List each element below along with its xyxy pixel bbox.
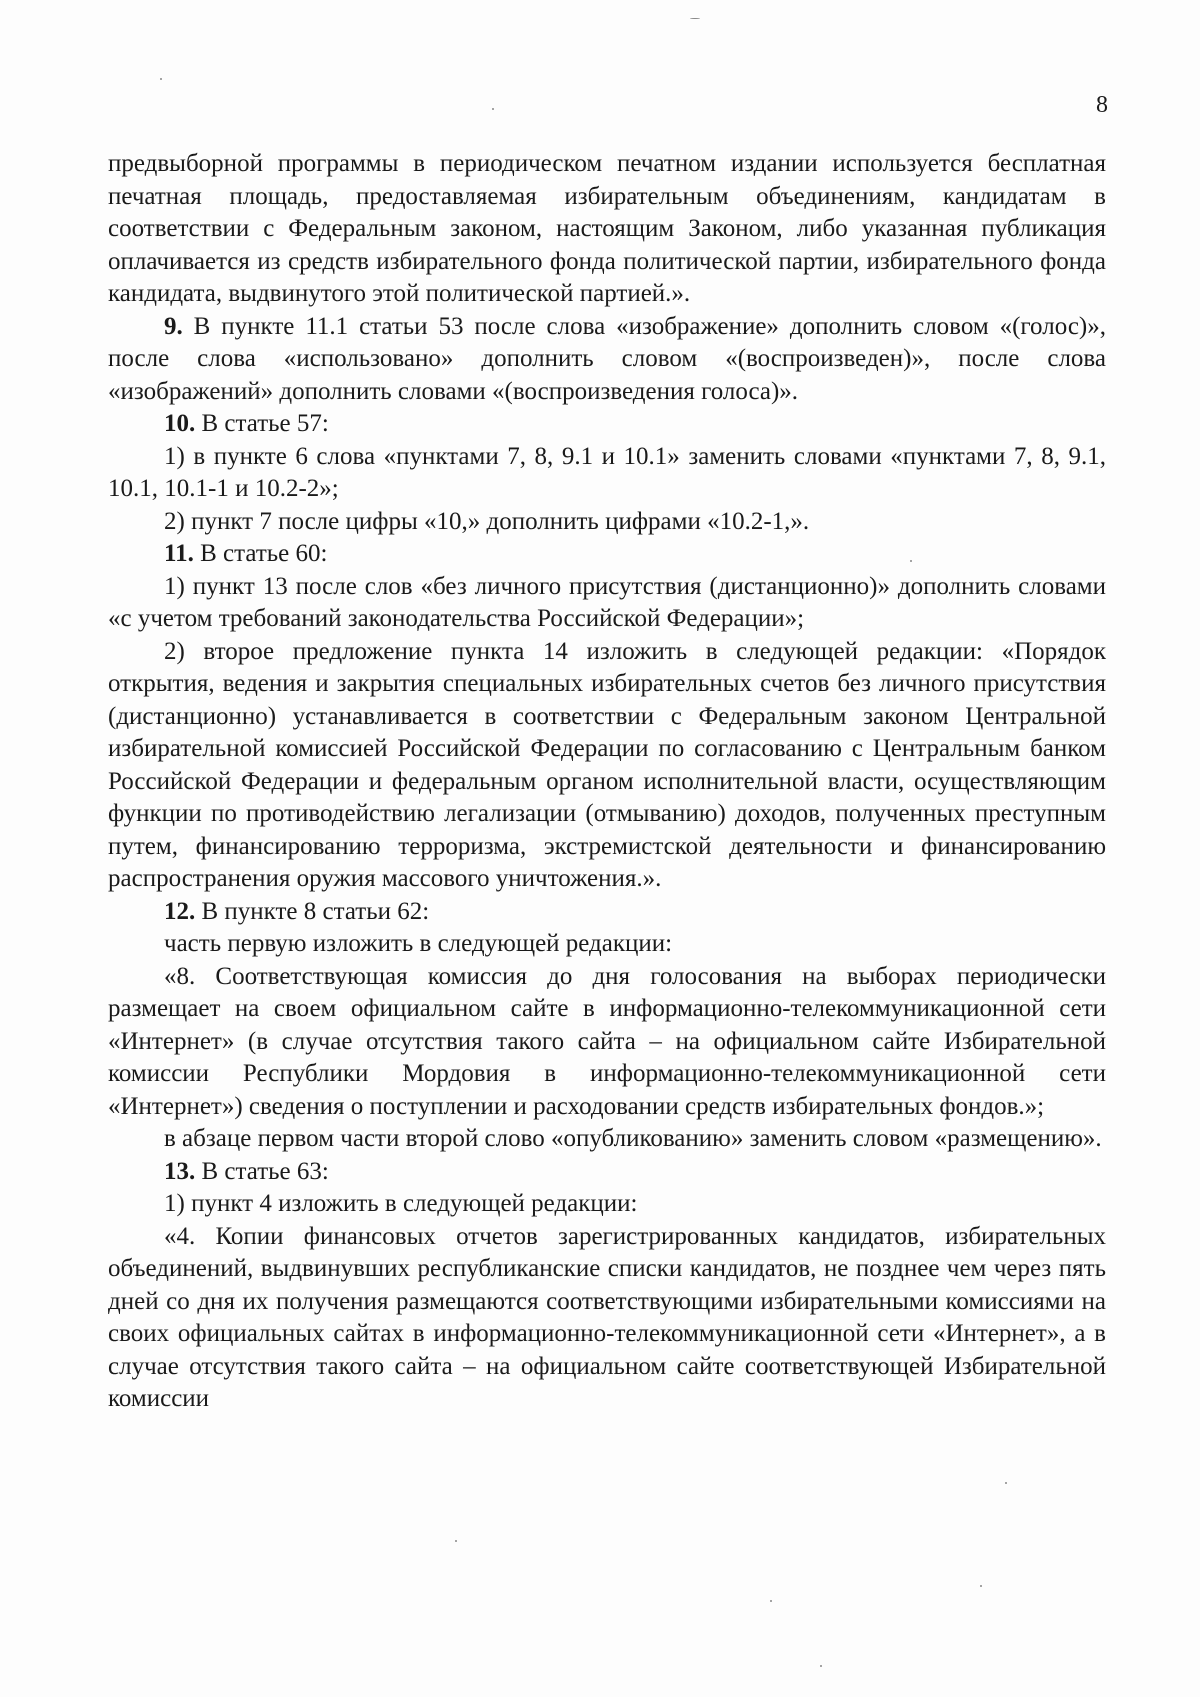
item-number: 11. <box>164 540 194 567</box>
scan-speck <box>160 78 162 80</box>
paragraph <box>108 928 1106 961</box>
paragraph <box>108 896 1106 929</box>
paragraph <box>108 311 1106 409</box>
paragraph <box>108 538 1106 571</box>
item-number: 13. <box>164 1157 196 1185</box>
scan-speck <box>492 108 494 110</box>
paragraph-text: В статье 57: <box>195 410 329 437</box>
paragraph <box>108 148 1106 311</box>
paragraph-text: «4. Копии финансовых отчетов зарегистрированных кандидатов, избирательных объединений, выдвинувших республиканские списки кандидатов, не позднее чем через пять дней со дня их получения размещаются соответствующими избирательными комиссиями на своих официальных сайтах в информационно-телекоммуникационной сети «Интернет», а в случае отсутствия такого сайта – на официальном сайте соответствующей Избирательной комиссии <box>108 1222 1106 1412</box>
paragraph-text: 1) в пункте 6 слова «пунктами 7, 8, 9.1 и 10.1» заменить словами «пунктами 7, 8, 9.1, 10.1, 10.1-1 и 10.2-2»; <box>108 442 1106 502</box>
paragraph <box>108 506 1106 539</box>
scan-speck <box>980 1585 982 1587</box>
paragraph-text: 1) пункт 13 после слов «без личного присутствия (дистанционно)» дополнить словами «с учетом требований законодательства Российской Федерации»; <box>108 572 1106 632</box>
paragraph-text: часть первую изложить в следующей редакции: <box>164 930 673 957</box>
paragraph-text: 2) пункт 7 после цифры «10,» дополнить цифрами «10.2-1,». <box>164 507 810 535</box>
paragraph <box>108 571 1106 636</box>
scan-speck <box>1005 1482 1007 1484</box>
paragraph-text: предвыборной программы в периодическом печатном издании используется бесплатная печатная площадь, предоставляемая избирательным объединениям, кандидатам в соответствии с Федеральным законом, настоящим Законом, либо указанная публикация оплачивается из средств избирательного фонда политической партии, избирательного фонда кандидата, выдвинутого этой политической партией.». <box>108 150 1106 307</box>
paragraph <box>108 441 1106 506</box>
document-body <box>108 148 1106 1416</box>
paragraph <box>108 636 1106 896</box>
paragraph <box>108 1123 1106 1156</box>
paragraph <box>108 1221 1106 1416</box>
scan-speck <box>690 18 700 19</box>
paragraph-text: «8. Соответствующая комиссия до дня голосования на выборах периодически размещает на своем официальном сайте в информационно-телекоммуникационной сети «Интернет» (в случае отсутствия такого сайта – на официальном сайте Избирательной комиссии Республики Мордовия в информационно-телекоммуникационной сети «Интернет») сведения о поступлении и расходовании средств избирательных фондов.»; <box>108 962 1106 1120</box>
paragraph-text: В статье 63: <box>195 1157 329 1185</box>
paragraph <box>108 408 1106 441</box>
paragraph <box>108 1156 1106 1189</box>
paragraph <box>108 961 1106 1124</box>
item-number: 9. <box>164 312 183 340</box>
scan-speck <box>910 560 912 562</box>
paragraph-text: В пункте 11.1 статьи 53 после слова «изображение» дополнить словом «(голос)», после слова «использовано» дополнить словом «(воспроизведен)», после слова «изображений» дополнить словами «(воспроизведения голоса)». <box>108 312 1106 405</box>
scan-speck <box>820 1665 822 1667</box>
page-number: 8 <box>1096 92 1108 118</box>
paragraph-text: 1) пункт 4 изложить в следующей редакции: <box>164 1190 638 1217</box>
paragraph-text: В статье 60: <box>193 540 328 567</box>
paragraph-text: в абзаце первом части второй слово «опубликованию» заменить словом «размещению». <box>164 1125 1102 1152</box>
scan-speck <box>770 1600 772 1602</box>
scan-speck <box>455 1540 457 1542</box>
item-number: 12. <box>164 897 196 925</box>
paragraph-text: 2) второе предложение пункта 14 изложить в следующей редакции: «Порядок открытия, ведения и закрытия специальных избирательных счетов без личного присутствия (дистанционно) устанавливается в соответствии с Федеральным законом Центральной избирательной комиссией Российской Федерации по согласованию с Центральным банком Российской Федерации и федеральным органом исполнительной власти, осуществляющим функции по противодействию легализации (отмыванию) доходов, полученных преступным путем, финансированию терроризма, экстремистской деятельности и финансированию распространения оружия массового уничтожения.». <box>108 637 1106 892</box>
paragraph-text: В пункте 8 статьи 62: <box>195 897 430 925</box>
item-number: 10. <box>164 410 196 437</box>
paragraph <box>108 1188 1106 1221</box>
